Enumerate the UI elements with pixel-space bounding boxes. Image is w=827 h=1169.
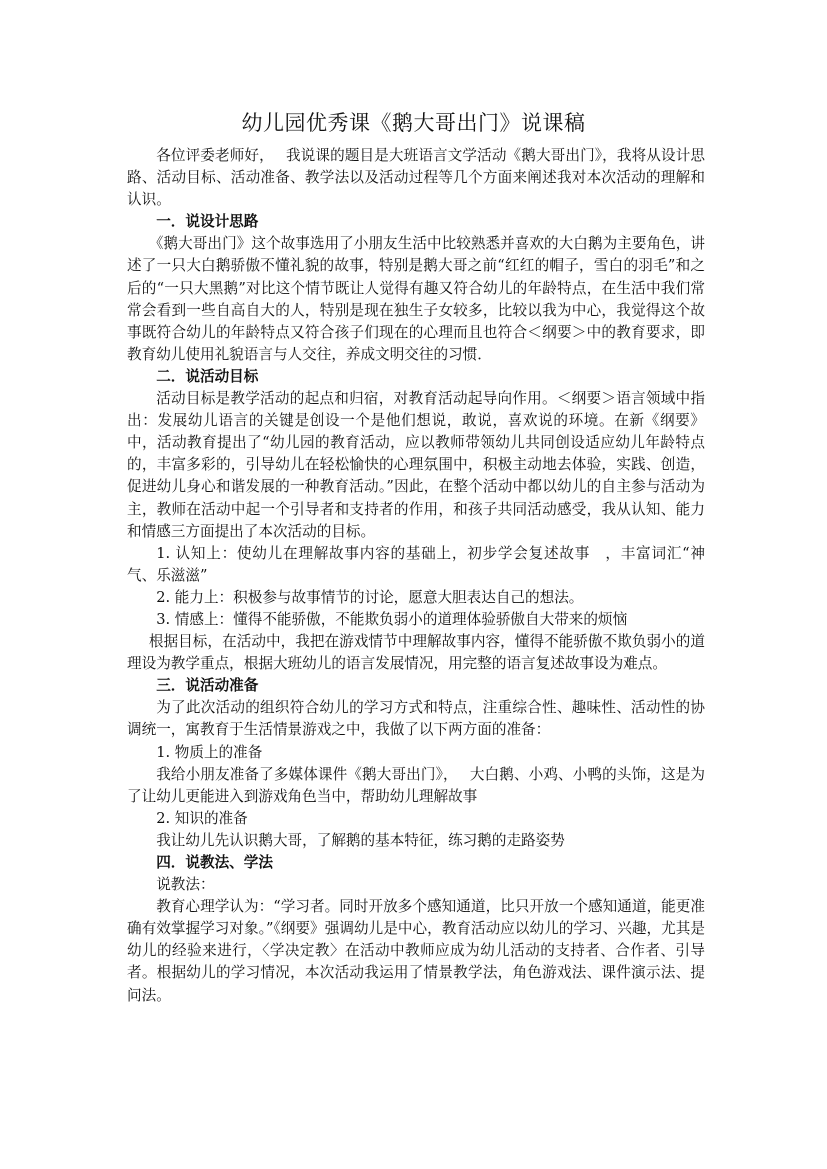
teaching-method-paragraph: 教育心理学认为：“学习者。同时开放多个感知通道，比只开放一个感知通道，能更准确有效掌握学习对象。”《纲要》强调幼儿是中心，教育活动应以幼儿的学习、兴趣，尤其是幼儿的经验来进行，〈学决定教〉在活动中教师应成为幼儿活动的支持者、合作者、引导者。根据幼儿的学习情况，本次活动我运用了情景教学法，角色游戏法、课件演示法、提问法。	[127, 898, 705, 1004]
intro-paragraph: 各位评委老师好， 我说课的题目是大班语言文学活动《鹅大哥出门》，我将从设计思路、活动目标、活动准备、教学法以及活动过程等几个方面来阐述我对本次活动的理解和认识。	[127, 147, 705, 209]
preparation-material-heading: 1. 物质上的准备	[156, 743, 263, 761]
document-title: 幼儿园优秀课《鹅大哥出门》说课稿	[241, 111, 586, 135]
document-body	[127, 145, 705, 1007]
goal-item-emotion: 3. 情感上：懂得不能骄傲，不能欺负弱小的道理体验骄傲自大带来的烦恼	[156, 610, 628, 628]
preparation-knowledge-heading: 2. 知识的准备	[156, 809, 248, 827]
section-heading-goals: 二．说活动目标	[156, 367, 259, 385]
goals-paragraph: 活动目标是教学活动的起点和归宿，对教育活动起导向作用。＜纲要＞语言领域中指出：发展幼儿语言的关键是创设一个是他们想说，敢说，喜欢说的环境。在新《纲要》中，活动教育提出了“幼儿园的教育活动，应以教师带领幼儿共同创设适应幼儿年龄特点的，丰富多彩的，引导幼儿在轻松愉快的心理氛围中，积极主动地去体验，实践、创造，促进幼儿身心和谐发展的一种教育活动。”因此，在整个活动中都以幼儿的自主参与活动为主，教师在活动中起一个引导者和支持者的作用，和孩子共同活动感受，我从认知、能力和情感三方面提出了本次活动的目标。	[127, 390, 705, 540]
preparation-material-text: 我给小朋友准备了多媒体课件《鹅大哥出门》， 大白鹅、小鸡、小鸭的头饰，这是为了让幼儿更能进入到游戏角色当中，帮助幼儿理解故事	[127, 765, 705, 805]
goal-item-cognition: 1. 认知上：使幼儿在理解故事内容的基础上，初步学会复述故事 ，丰富词汇“神气、乐滋滋”	[127, 544, 705, 584]
section-heading-methods: 四．说教法、学法	[156, 854, 273, 871]
section-heading-preparation: 三．说活动准备	[156, 677, 259, 695]
preparation-paragraph: 为了此次活动的组织符合幼儿的学习方式和特点，注重综合性、趣味性、活动性的协调统一，寓教育于生活情景游戏之中，我做了以下两方面的准备：	[127, 699, 705, 739]
goals-closing-paragraph: 根据目标，在活动中，我把在游戏情节中理解故事内容，懂得不能骄傲不欺负弱小的道理设为教学重点，根据大班幼儿的语言发展情况，用完整的语言复述故事设为难点。	[127, 633, 705, 673]
goal-item-ability: 2. 能力上：积极参与故事情节的讨论，愿意大胆表达自己的想法。	[156, 588, 584, 606]
preparation-knowledge-text: 我让幼儿先认识鹅大哥，了解鹅的基本特征，练习鹅的走路姿势	[156, 831, 565, 849]
design-paragraph: 《鹅大哥出门》这个故事选用了小朋友生活中比较熟悉并喜欢的大白鹅为主要角色，讲述了一只大白鹅骄傲不懂礼貌的故事，特别是鹅大哥之前“红红的帽子，雪白的羽毛”和之后的“一只大黑鹅”对比这个情节既让人觉得有趣又符合幼儿的年龄特点，在生活中我们常常会看到一些自高自大的人，特别是现在独生子女较多，比较以我为中心，我觉得这个故事既符合幼儿的年龄特点又符合孩子们现在的心理而且也符合＜纲要＞中的教育要求，即教育幼儿使用礼貌语言与人交往，养成文明交往的习惯．	[127, 235, 705, 363]
section-heading-design: 一．说设计思路	[156, 213, 259, 231]
teaching-method-heading: 说教法：	[156, 876, 215, 894]
